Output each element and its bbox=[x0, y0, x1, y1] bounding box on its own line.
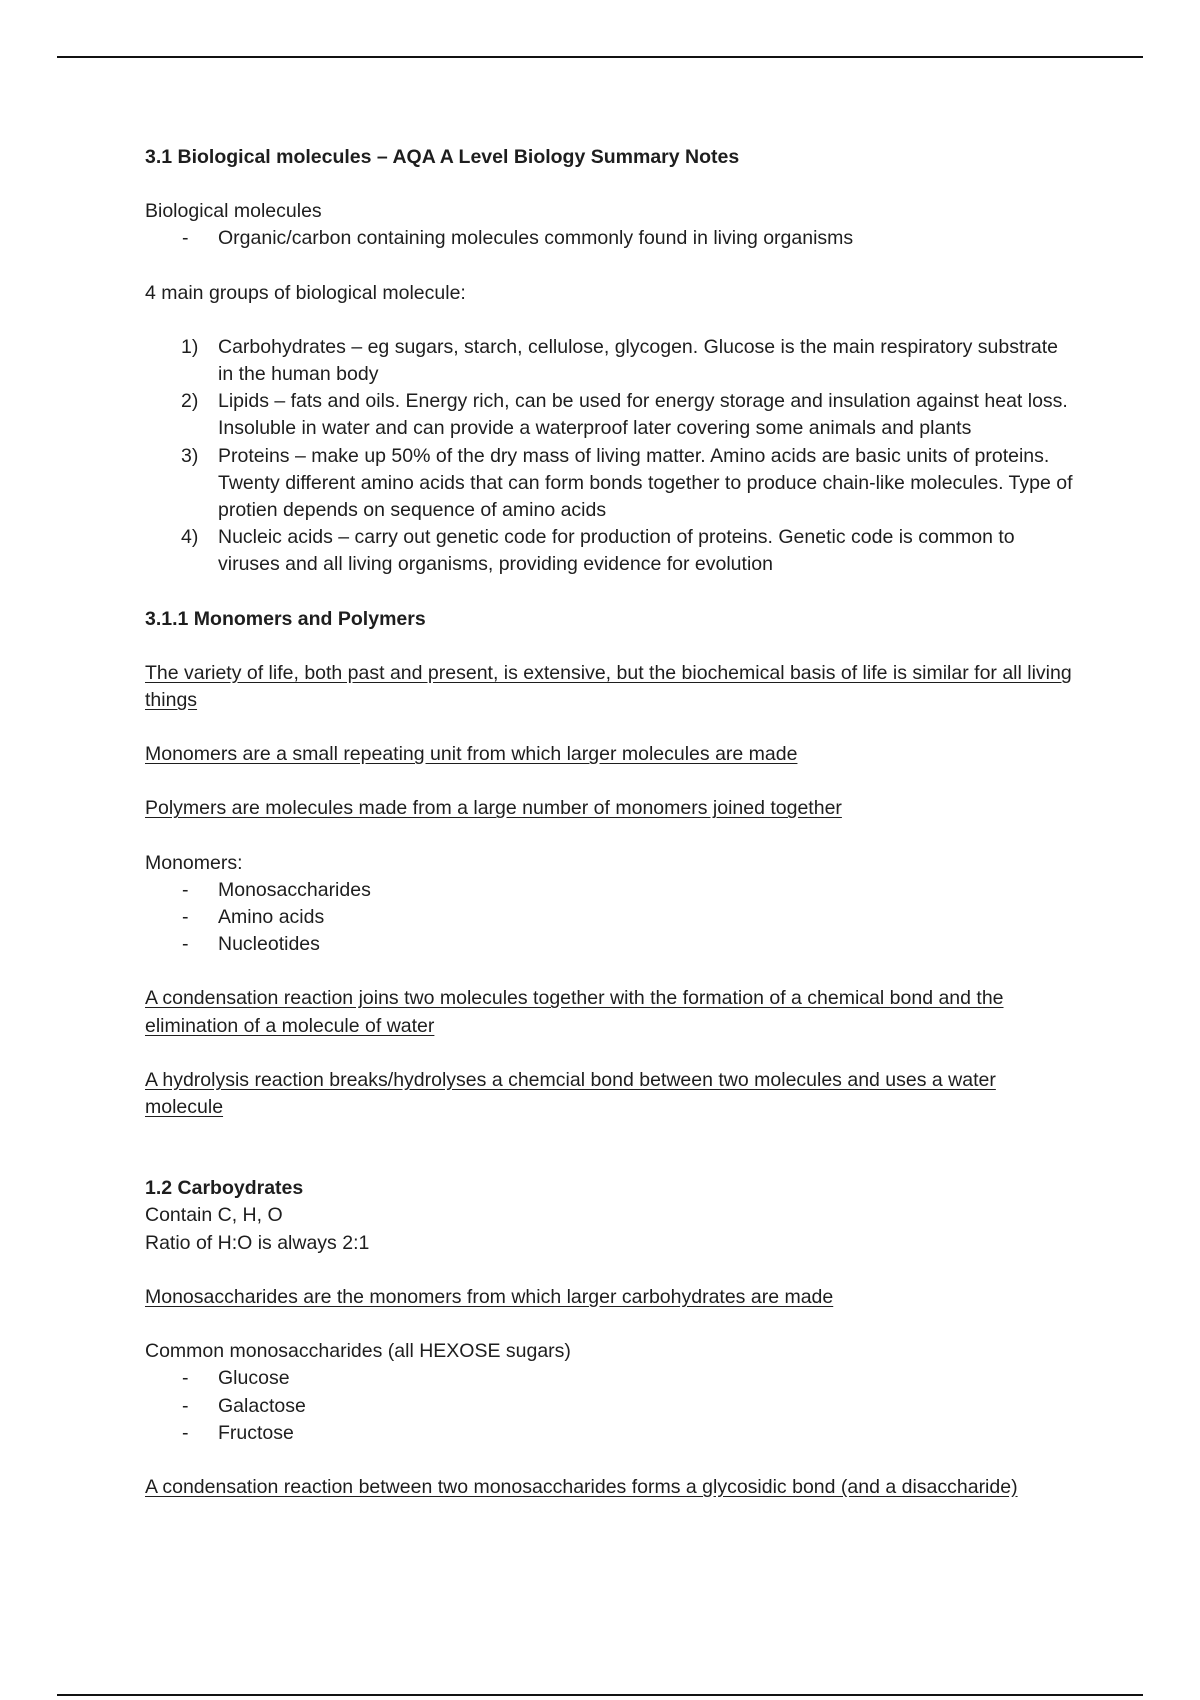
monomer-definition: Monomers are a small repeating unit from which larger molecules are made bbox=[145, 743, 798, 766]
bio-molecules-heading: Biological molecules bbox=[145, 200, 322, 223]
bio-molecules-list bbox=[145, 225, 1075, 252]
groups-intro: 4 main groups of biological molecule: bbox=[145, 281, 466, 304]
list-item: - Fructose bbox=[182, 1421, 294, 1444]
list-item: - Amino acids bbox=[182, 906, 325, 929]
monomers-list-heading: Monomers: bbox=[145, 851, 243, 874]
glycosidic-statement: A condensation reaction between two monosaccharides forms a glycosidic bond (and a disaccharide) bbox=[145, 1475, 1018, 1498]
monomers-heading: 3.1.1 Monomers and Polymers bbox=[145, 607, 426, 630]
monosaccharide-definition: Monosaccharides are the monomers from which larger carbohydrates are made bbox=[145, 1285, 834, 1308]
carbs-ratio: Ratio of H:O is always 2:1 bbox=[145, 1231, 370, 1254]
polymer-definition: Polymers are molecules made from a large number of monomers joined together bbox=[145, 797, 842, 820]
list-item: - Monosaccharides bbox=[182, 878, 371, 901]
monomers-list bbox=[145, 877, 1075, 959]
document-body bbox=[145, 144, 1075, 1501]
variety-statement: The variety of life, both past and present, is extensive, but the biochemical basis of life is similar for all living things bbox=[145, 661, 1072, 712]
monosaccharides-list bbox=[145, 1365, 1075, 1447]
list-item: 1) Carbohydrates – eg sugars, starch, cellulose, glycogen. Glucose is the main respiratory substrate in the human body bbox=[181, 335, 1058, 386]
condensation-definition: A condensation reaction joins two molecules together with the formation of a chemical bond and the elimination of a molecule of water bbox=[145, 987, 1004, 1037]
list-item: - Organic/carbon containing molecules commonly found in living organisms bbox=[145, 225, 1075, 252]
bottom-rule bbox=[57, 1694, 1143, 1696]
list-item: 4) Nucleic acids – carry out genetic code for production of proteins. Genetic code is common to viruses and all living organisms, providing evidence for evolution bbox=[181, 526, 1015, 576]
top-rule bbox=[57, 56, 1143, 58]
hydrolysis-definition: A hydrolysis reaction breaks/hydrolyses a chemcial bond between two molecules and uses a water molecule bbox=[145, 1068, 996, 1119]
list-item: 3) Proteins – make up 50% of the dry mass of living matter. Amino acids are basic units of proteins. Twenty different amino acids that can form bonds together to produce chain-like molecules. Type of protien depends on sequence of amino acids bbox=[181, 444, 1073, 522]
carbs-contain: Contain C, H, O bbox=[145, 1204, 283, 1227]
carbohydrates-heading: 1.2 Carboydrates bbox=[145, 1177, 304, 1200]
list-item: - Glucose bbox=[182, 1367, 290, 1390]
dash-bullet: - bbox=[182, 227, 189, 250]
list-item: 2) Lipids – fats and oils. Energy rich, can be used for energy storage and insulation against heat loss. Insoluble in water and can provide a waterproof later covering some animals and plants bbox=[181, 390, 1068, 440]
page-title: 3.1 Biological molecules – AQA A Level Biology Summary Notes bbox=[145, 146, 740, 168]
groups-list bbox=[145, 334, 1075, 579]
common-monosaccharides-heading: Common monosaccharides (all HEXOSE sugars) bbox=[145, 1340, 571, 1363]
list-item: - Nucleotides bbox=[182, 933, 320, 956]
list-item: - Galactose bbox=[182, 1394, 306, 1417]
